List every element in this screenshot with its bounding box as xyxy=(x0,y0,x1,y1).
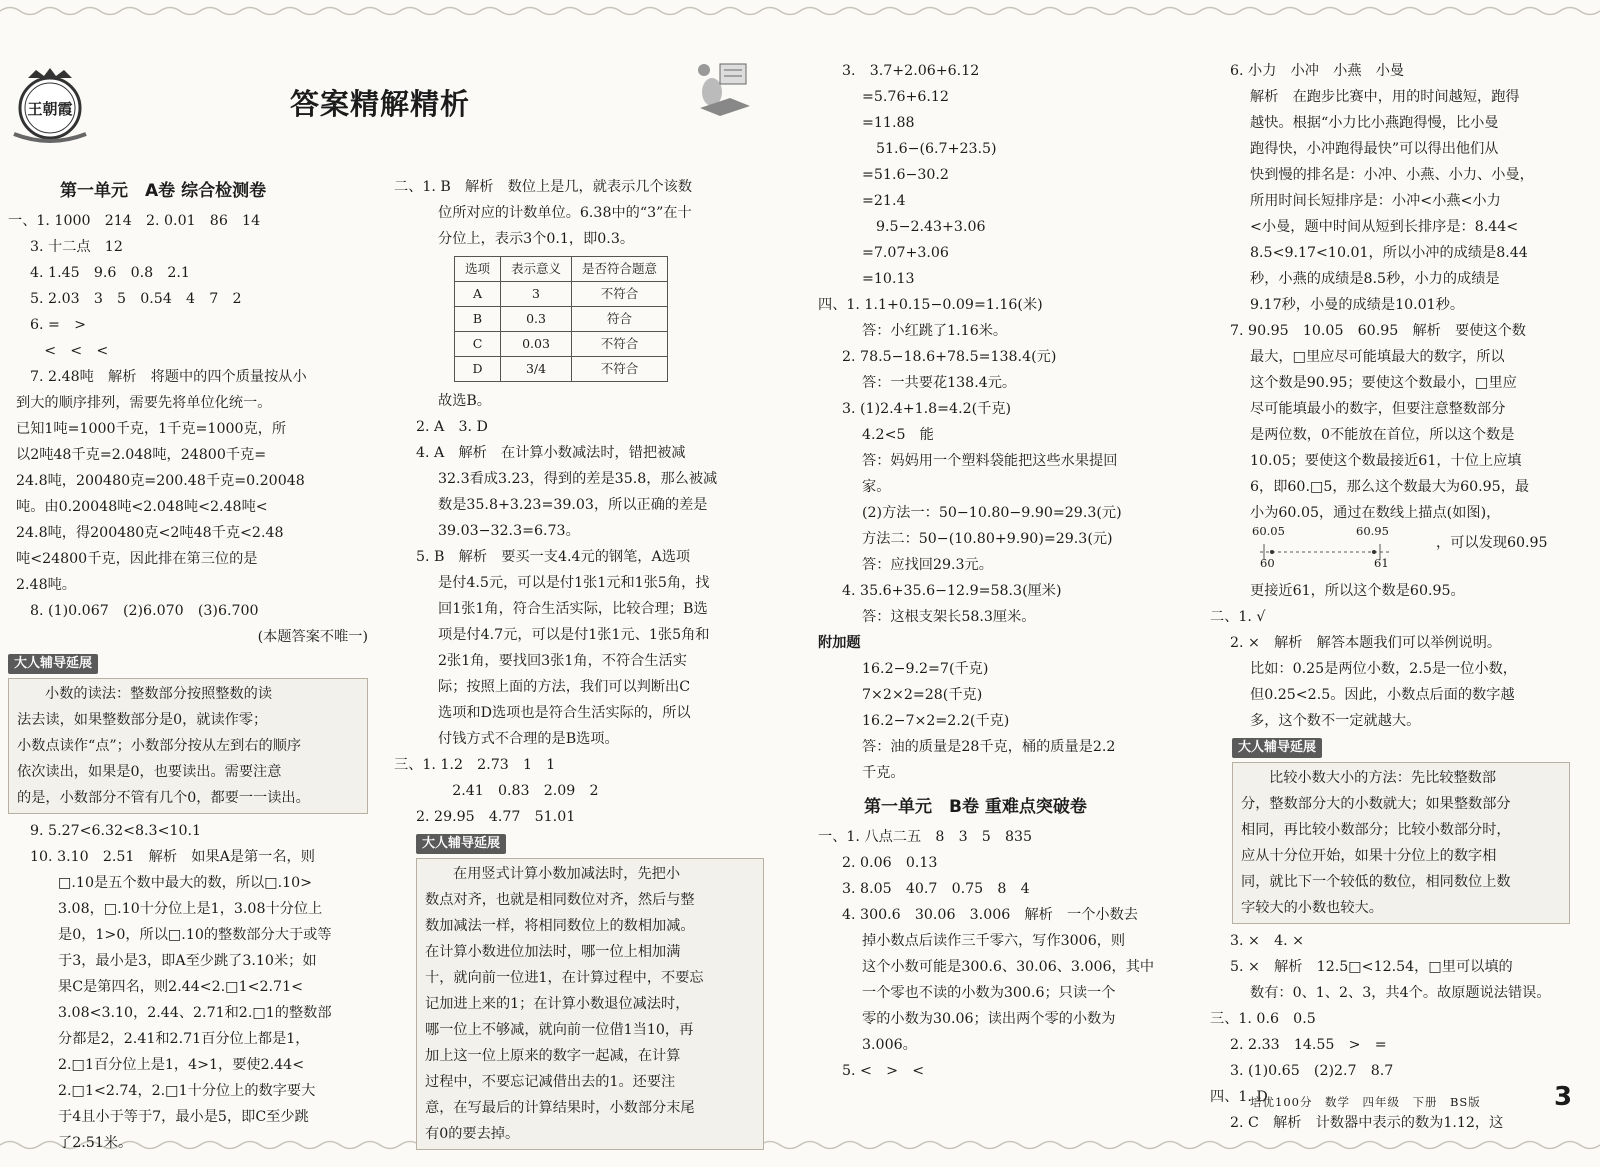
answer-line: 2. × 解析 解答本题我们可以举例说明。 xyxy=(1230,635,1502,651)
extend-line: 分，整数部分大的小数就大；如果整数部分 xyxy=(1241,796,1511,812)
answer-line: 16.2−7×2=2.2(千克) xyxy=(862,713,1010,729)
answer-line: 9.17秒，小曼的成绩是10.01秒。 xyxy=(1250,297,1465,313)
answer-line: 最大，□里应尽可能填最大的数字，所以 xyxy=(1250,349,1505,365)
extend-line: 应从十分位开始，如果十分位上的数字相 xyxy=(1241,848,1497,864)
answer-line: 多，这个数不一定就越大。 xyxy=(1250,713,1421,729)
extend-line: 比较小数大小的方法：先比较整数部 xyxy=(1269,770,1497,786)
answer-line: 10. 3.10 2.51 解析 如果A是第一名，则 xyxy=(30,849,315,865)
answer-line: 四、1. D xyxy=(1210,1089,1268,1105)
section-title: 第一单元 B卷 重难点突破卷 xyxy=(864,797,1087,817)
answer-line: 2.48吨。 xyxy=(16,577,76,593)
table-cell: 不符合 xyxy=(572,357,668,382)
answer-line: 零的小数为30.06；读出两个零的小数为 xyxy=(862,1011,1116,1027)
extend-line: 在计算小数进位加法时，哪一位上相加满 xyxy=(425,944,681,960)
answer-line: 比如：0.25是两位小数，2.5是一位小数， xyxy=(1250,661,1517,677)
extend-line: 字较大的小数也较大。 xyxy=(1241,900,1383,916)
answer-line: 3.006。 xyxy=(862,1037,917,1053)
footer-book-info: 培优100分 数学 四年级 下册 BS版 xyxy=(1250,1095,1481,1109)
answer-line: 回1张1角，符合生活实际，比较合理；B选 xyxy=(438,601,708,617)
answer-line: 39.03−32.3=6.73。 xyxy=(438,523,580,539)
extend-line: 记加进上来的1；在计算小数退位减法时， xyxy=(425,996,690,1012)
answer-line: 2张1角，要找回3张1角，不符合生活实 xyxy=(438,653,687,669)
answer-line: 果C是第四名，则2.44<2.□1<2.71< xyxy=(58,979,303,995)
extend-line: 相同，再比较小数部分；比较小数部分时， xyxy=(1241,822,1511,838)
answer-line: 3.08<3.10，2.44、2.71和2.□1的整数部 xyxy=(58,1005,332,1021)
answer-line: 是两位数，0不能放在首位，所以这个数是 xyxy=(1250,427,1515,443)
answer-line: 吨。由0.20048吨<2.048吨<2.48吨< xyxy=(16,499,268,515)
answer-line: 16.2−9.2=7(千克) xyxy=(862,661,989,677)
extend-line: 依次读出，如果是0，也要读出。需要注意 xyxy=(17,764,282,780)
options-table xyxy=(454,256,668,382)
answer-line: 故选B。 xyxy=(438,393,491,409)
extend-tag: 大人辅导延展 xyxy=(8,654,98,674)
answer-line: 3. 3.7+2.06+6.12 xyxy=(842,63,980,79)
number-line-row xyxy=(1210,526,1570,578)
answer-line: 越快。根据“小力比小燕跑得慢，比小曼 xyxy=(1250,115,1499,131)
answer-line: 答：应找回29.3元。 xyxy=(862,557,993,573)
answer-line: 2.□1百分位上是1，4>1，要使2.44< xyxy=(58,1057,305,1073)
table-row xyxy=(455,332,668,357)
page-number: 3 xyxy=(1554,1082,1573,1112)
answer-line: 位所对应的计数单位。6.38中的“3”在十 xyxy=(438,205,692,221)
extend-line: 数加减法一样，将相同数位上的数相加减。 xyxy=(425,918,695,934)
answer-line: 小为60.05，通过在数线上描点(如图)， xyxy=(1250,505,1501,521)
answer-line: 是0，1>0，所以□.10的整数部分大于或等 xyxy=(58,927,332,943)
answer-line: 附加题 xyxy=(818,635,861,651)
extend-line: 十，就向前一位进1，在计算过程中，不要忘 xyxy=(425,970,704,986)
answer-line: 选项和D选项也是符合生活实际的，所以 xyxy=(438,705,691,721)
answer-line: 二、1. B 解析 数位上是几，就表示几个该数 xyxy=(394,179,693,195)
extend-line: 法去读，如果整数部分是0，就读作零； xyxy=(17,712,268,728)
answer-line: 解析 在跑步比赛中，用的时间越短，跑得 xyxy=(1250,89,1520,105)
table-cell: 3 xyxy=(501,282,572,307)
answer-line: 2. A 3. D xyxy=(416,419,488,435)
answer-line: 这个小数可能是300.6、30.06、3.006，其中 xyxy=(862,959,1155,975)
answer-column-1 xyxy=(8,174,368,1156)
answer-line: =5.76+6.12 xyxy=(862,89,949,105)
answer-line: 分位上，表示3个0.1，即0.3。 xyxy=(438,231,635,247)
answer-line: 5. < > < xyxy=(842,1063,925,1079)
answer-line: 分都是2，2.41和2.71百分位上都是1， xyxy=(58,1031,310,1047)
table-cell: D xyxy=(455,357,501,382)
answer-column-2 xyxy=(394,174,764,1154)
answer-line: 答：一共要花138.4元。 xyxy=(862,375,1017,391)
answer-line: 跑得快，小冲跑得最快”可以得出他们从 xyxy=(1250,141,1499,157)
table-header-cell: 是否符合题意 xyxy=(572,257,668,282)
answer-line: 一、1. 八点二五 8 3 5 835 xyxy=(818,829,1033,845)
table-cell: 3/4 xyxy=(501,357,572,382)
answer-line: 7. 90.95 10.05 60.95 解析 要使这个数 xyxy=(1230,323,1526,339)
answer-line: 于3，最小是3，即A至少跳了3.10米；如 xyxy=(58,953,317,969)
answer-line: 答：油的质量是28千克，桶的质量是2.2 xyxy=(862,739,1116,755)
answer-line: 际；按照上面的方法，我们可以判断出C xyxy=(438,679,691,695)
answer-line: 2. 29.95 4.77 51.01 xyxy=(416,809,576,825)
answer-line: 更接近61，所以这个数是60.95。 xyxy=(1250,583,1465,599)
answer-line: 7. 2.48吨 解析 将题中的四个质量按从小 xyxy=(30,369,307,385)
table-row xyxy=(455,282,668,307)
answer-line: =51.6−30.2 xyxy=(862,167,949,183)
answer-line: 9. 5.27<6.32<8.3<10.1 xyxy=(30,823,202,839)
extend-line: 哪一位上不够减，就向前一位借1当10，再 xyxy=(425,1022,694,1038)
extend-box xyxy=(1232,762,1570,924)
table-cell: 符合 xyxy=(572,307,668,332)
answer-line: 6，即60.□5，那么这个数最大为60.95，最 xyxy=(1250,479,1530,495)
answer-line: 2. 0.06 0.13 xyxy=(842,855,938,871)
answer-line: 5. × 解析 12.5□<12.54，□里可以填的 xyxy=(1230,959,1513,975)
answer-line: 答：这根支架长58.3厘米。 xyxy=(862,609,1036,625)
answer-line: 但0.25<2.5。因此，小数点后面的数字越 xyxy=(1250,687,1515,703)
table-cell: 0.03 xyxy=(501,332,572,357)
extend-line: 意，在写最后的计算结果时，小数部分末尾 xyxy=(425,1100,695,1116)
answer-column-3 xyxy=(818,58,1188,1084)
top-wave-border xyxy=(0,4,1600,18)
answer-line: 四、1. 1.1+0.15−0.09=1.16(米) xyxy=(818,297,1043,313)
answer-line: 以2吨48千克=2.048吨，24800千克= xyxy=(16,447,267,463)
answer-line: 3.08，□.10十分位上是1，3.08十分位上 xyxy=(58,901,323,917)
answer-line: 一、1. 1000 214 2. 0.01 86 14 xyxy=(8,213,261,229)
table-row xyxy=(455,307,668,332)
answer-line: =10.13 xyxy=(862,271,915,287)
answer-line: 项是付4.7元，可以是付1张1元、1张5角和 xyxy=(438,627,710,643)
answer-line: 7×2×2=28(千克) xyxy=(862,687,983,703)
extend-line: 过程中，不要忘记减借出去的1。还要注 xyxy=(425,1074,676,1090)
answer-line: 4.2<5 能 xyxy=(862,427,934,443)
answer-line: =7.07+3.06 xyxy=(862,245,949,261)
answer-line: 8.5<9.17<10.01，所以小冲的成绩是8.44 xyxy=(1250,245,1528,261)
answer-line: 6. 小力 小冲 小燕 小曼 xyxy=(1230,63,1405,79)
answer-line: 2. 78.5−18.6+78.5=138.4(元) xyxy=(842,349,1057,365)
answer-line: 4. 35.6+35.6−12.9=58.3(厘米) xyxy=(842,583,1062,599)
answer-line: 是付4.5元，可以是付1张1元和1张5角，找 xyxy=(438,575,710,591)
answer-line: 24.8吨，200480克=200.48千克=0.20048 xyxy=(16,473,305,489)
table-cell: 不符合 xyxy=(572,332,668,357)
answer-line: 家。 xyxy=(862,479,891,495)
number-line-label: 60 xyxy=(1260,556,1275,570)
answer-line: 吨<24800千克，因此排在第三位的是 xyxy=(16,551,258,567)
answer-line: 尽可能填最小的数字，但要注意整数部分 xyxy=(1250,401,1506,417)
answer-line: 付钱方式不合理的是B选项。 xyxy=(438,731,619,747)
extend-line: 在用竖式计算小数加减法时，先把小 xyxy=(453,866,681,882)
answer-line: 于4且小于等于7，最小是5，即C至少跳 xyxy=(58,1109,309,1125)
answer-line: 快到慢的排名是：小冲、小燕、小力、小曼， xyxy=(1250,167,1534,183)
answer-column-4 xyxy=(1210,58,1573,1136)
extend-line: 的是，小数部分不管有几个0，都要一一读出。 xyxy=(17,790,310,806)
extend-line: 同，就比下一个较低的数位，相同数位上数 xyxy=(1241,874,1511,890)
answer-line: 2.41 0.83 2.09 2 xyxy=(438,783,599,799)
svg-text:王朝霞: 王朝霞 xyxy=(27,100,73,118)
answer-line: 51.6−(6.7+23.5) xyxy=(876,141,997,157)
answer-line: 3. × 4. × xyxy=(1230,933,1305,949)
answer-line: 了2.51米。 xyxy=(58,1135,133,1151)
extend-line: 加上这一位上原来的数字一起减，在计算 xyxy=(425,1048,681,1064)
answer-line: 4. A 解析 在计算小数减法时，错把被减 xyxy=(416,445,686,461)
section-title: 第一单元 A卷 综合检测卷 xyxy=(60,181,267,201)
answer-line: (2)方法一：50−10.80−9.90=29.3(元) xyxy=(862,505,1122,521)
answer-line: =11.88 xyxy=(862,115,915,131)
table-cell: C xyxy=(455,332,501,357)
extend-line: 有0的要去掉。 xyxy=(425,1126,520,1142)
number-line-conclusion: ，可以发现60.95 xyxy=(1436,535,1548,551)
answer-line: 一个零也不读的小数为300.6；只读一个 xyxy=(862,985,1116,1001)
answer-line: 3. 十二点 12 xyxy=(30,239,123,255)
answer-line: =21.4 xyxy=(862,193,906,209)
table-header-cell: 选项 xyxy=(455,257,501,282)
answer-line: 所用时间长短排序是：小冲<小燕<小力 xyxy=(1250,193,1501,209)
table-cell: 不符合 xyxy=(572,282,668,307)
extend-tag: 大人辅导延展 xyxy=(1232,738,1322,758)
answer-line: 4. 300.6 30.06 3.006 解析 一个小数去 xyxy=(842,907,1138,923)
page-title: 答案精解精析 xyxy=(290,87,471,121)
answer-line: 4. 1.45 9.6 0.8 2.1 xyxy=(30,265,190,281)
answer-line: 9.5−2.43+3.06 xyxy=(876,219,986,235)
extend-line: 小数的读法：整数部分按照整数的读 xyxy=(45,686,273,702)
table-row xyxy=(455,357,668,382)
answer-line: < < < xyxy=(30,343,109,359)
answer-line: 答：妈妈用一个塑料袋能把这些水果提回 xyxy=(862,453,1118,469)
table-cell: B xyxy=(455,307,501,332)
answer-line: 二、1. √ xyxy=(1210,609,1266,625)
extend-box xyxy=(8,678,368,814)
answer-line: 2. 2.33 14.55 > = xyxy=(1230,1037,1387,1053)
answer-line: 三、1. 0.6 0.5 xyxy=(1210,1011,1316,1027)
answer-line: 3. (1)2.4+1.8=4.2(千克) xyxy=(842,401,1012,417)
answer-line: 这个数是90.95；要使这个数最小，□里应 xyxy=(1250,375,1517,391)
answer-line: 5. B 解析 要买一支4.4元的钢笔，A选项 xyxy=(416,549,691,565)
answer-line: 3. 8.05 40.7 0.75 8 4 xyxy=(842,881,1030,897)
answer-line: 5. 2.03 3 5 0.54 4 7 2 xyxy=(30,291,242,307)
extend-line: 小数点读作“点”；小数部分按从左到右的顺序 xyxy=(17,738,302,754)
number-line-label: 60.95 xyxy=(1356,524,1389,538)
extend-box xyxy=(416,858,764,1150)
table-header-cell: 表示意义 xyxy=(501,257,572,282)
number-line-label: 61 xyxy=(1374,556,1389,570)
book-illustration-icon xyxy=(690,52,760,122)
answer-note: (本题答案不唯一) xyxy=(257,629,368,645)
answer-line: □.10是五个数中最大的数，所以□.10> xyxy=(58,875,313,891)
answer-line: 10.05；要使这个数最接近61，十位上应填 xyxy=(1250,453,1522,469)
answer-line: 数有：0、1、2、3，共4个。故原题说法错误。 xyxy=(1250,985,1551,1001)
answer-line: 2.□1<2.74，2.□1十分位上的数字要大 xyxy=(58,1083,316,1099)
answer-line: 答：小红跳了1.16米。 xyxy=(862,323,1008,339)
brand-logo xyxy=(8,64,92,144)
answer-line: 2. C 解析 计数器中表示的数为1.12，这 xyxy=(1230,1115,1504,1131)
extend-tag: 大人辅导延展 xyxy=(416,834,506,854)
answer-line: 3. (1)0.65 (2)2.7 8.7 xyxy=(1230,1063,1394,1079)
answer-line: 6. = > xyxy=(30,317,87,333)
answer-line: 数是35.8+3.23=39.03，所以正确的差是 xyxy=(438,497,708,513)
answer-line: 到大的顺序排列，需要先将单位化统一。 xyxy=(16,395,272,411)
extend-line: 数点对齐，也就是相同数位对齐，然后与整 xyxy=(425,892,695,908)
answer-line: 已知1吨=1000千克，1千克=1000克，所 xyxy=(16,421,287,437)
number-line-label: 60.05 xyxy=(1252,524,1285,538)
table-cell: A xyxy=(455,282,501,307)
answer-line: 8. (1)0.067 (2)6.070 (3)6.700 xyxy=(30,603,259,619)
answer-line: 秒，小燕的成绩是8.5秒，小力的成绩是 xyxy=(1250,271,1500,287)
answer-line: 方法二：50−(10.80+9.90)=29.3(元) xyxy=(862,531,1113,547)
answer-line: 三、1. 1.2 2.73 1 1 xyxy=(394,757,556,773)
answer-line: 32.3看成3.23，得到的差是35.8，那么被减 xyxy=(438,471,718,487)
answer-line: <小曼，题中时间从短到长排序是：8.44< xyxy=(1250,219,1519,235)
table-header-row xyxy=(455,257,668,282)
answer-line: 千克。 xyxy=(862,765,905,781)
table-cell: 0.3 xyxy=(501,307,572,332)
answer-line: 24.8吨，得200480克<2吨48千克<2.48 xyxy=(16,525,284,541)
answer-line: 掉小数点后读作三千零六，写作3006，则 xyxy=(862,933,1126,949)
